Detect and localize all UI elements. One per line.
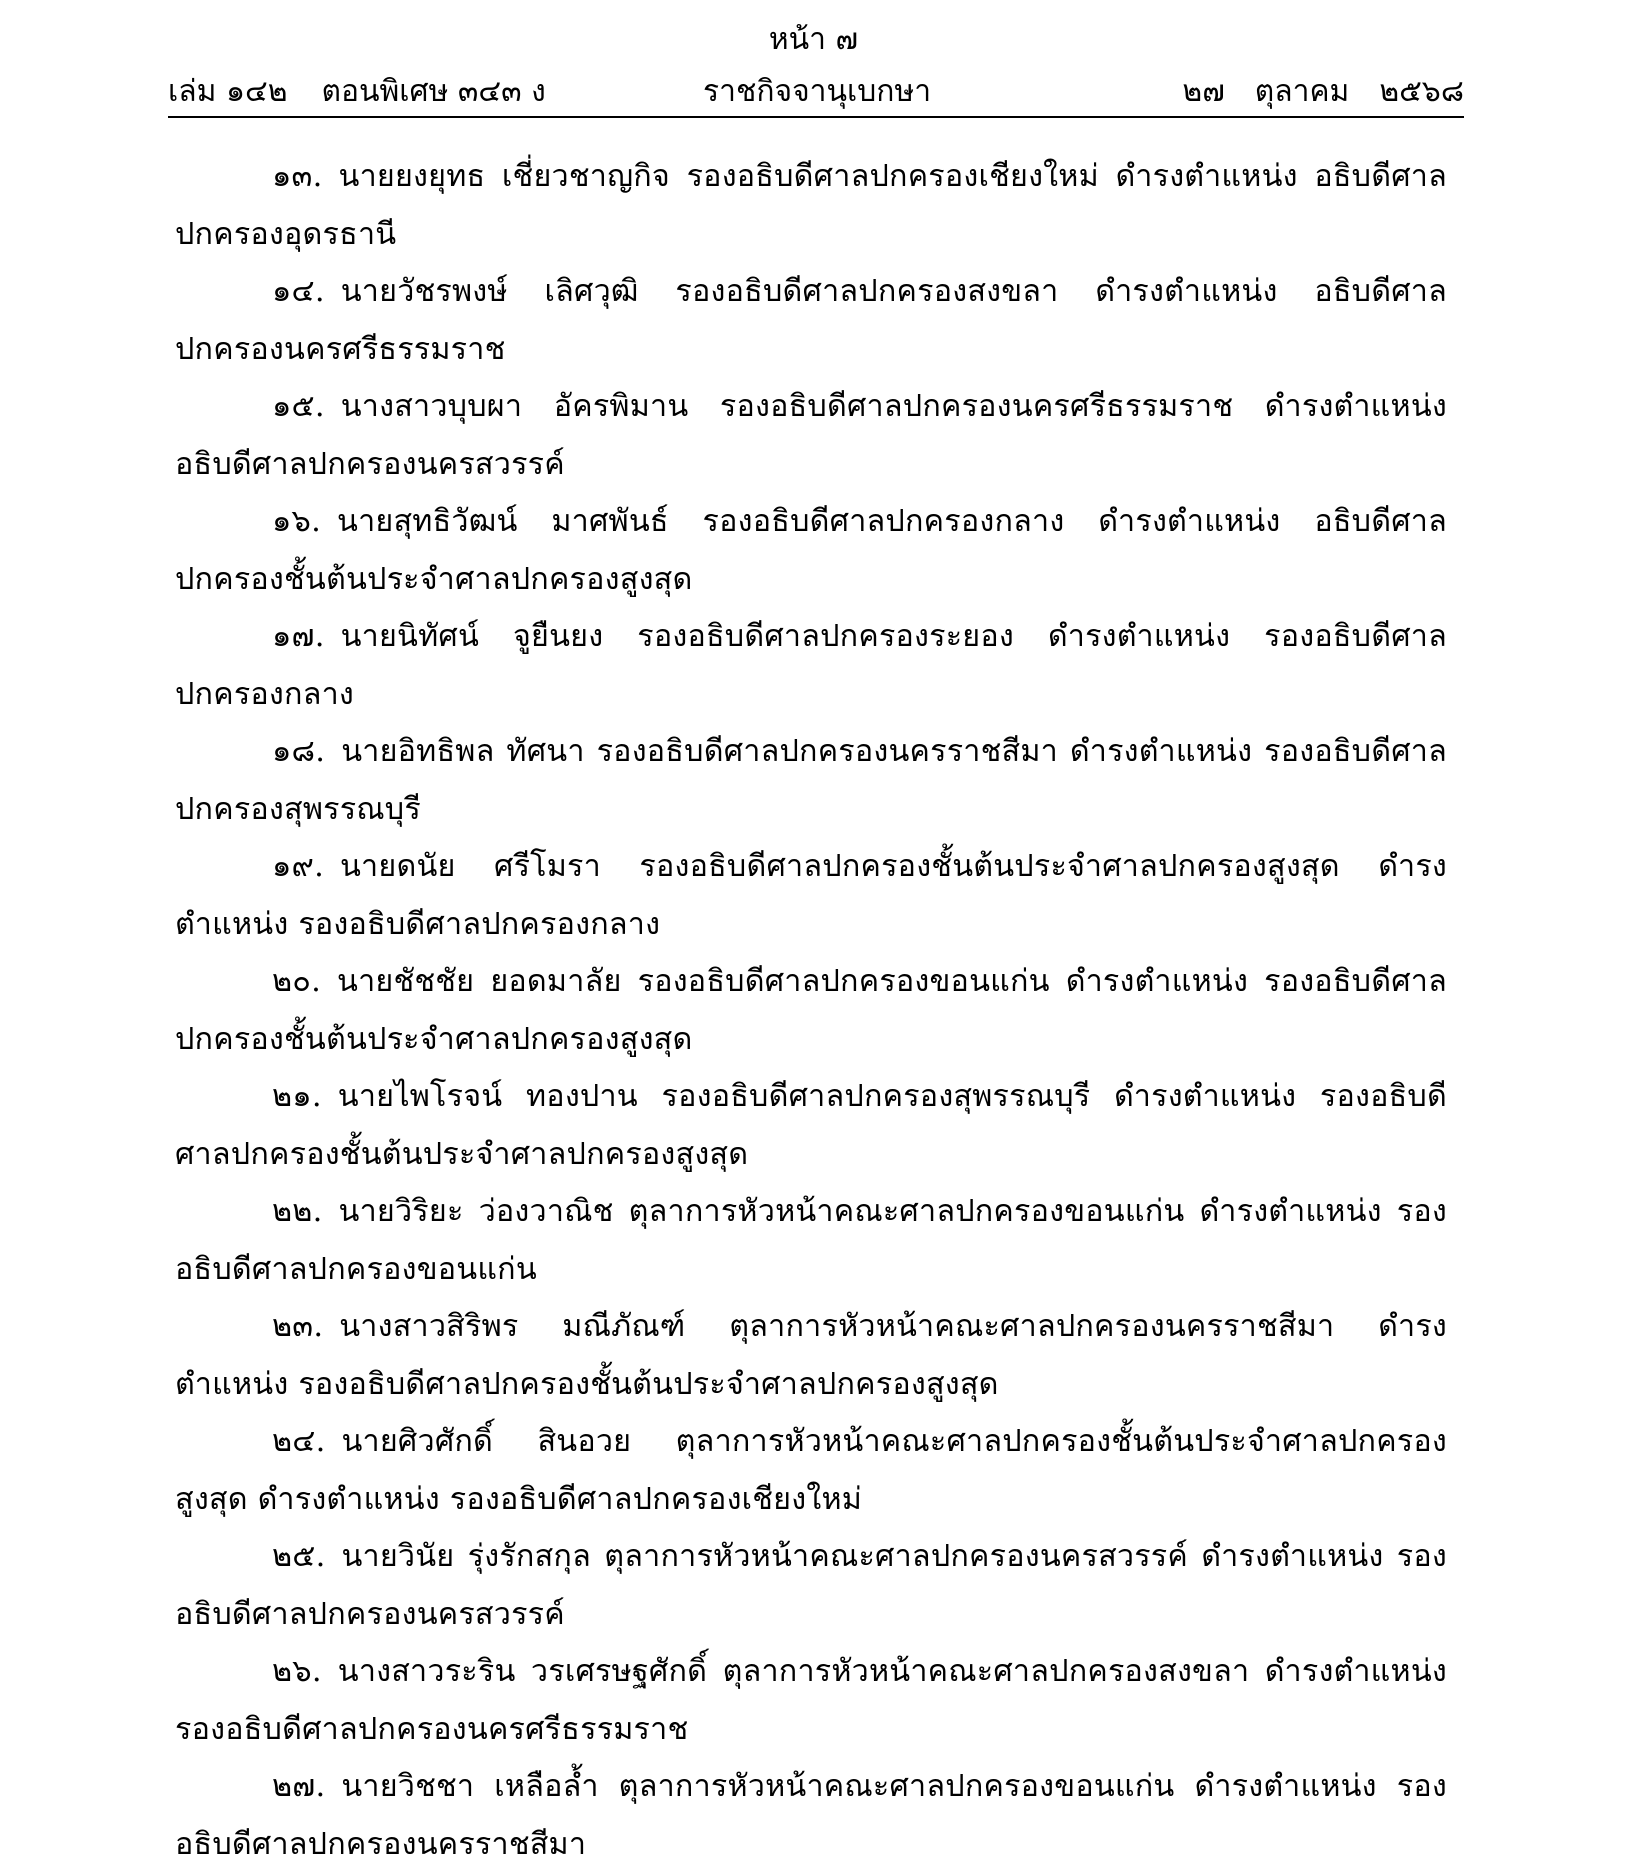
item-text: นางสาวบุบผา อัครพิมาน รองอธิบดีศาลปกครองนครศรีธรรมราช ดำรงตำแหน่ง อธิบดีศาลปกครองนครสวรรค์	[175, 389, 1447, 482]
list-item	[175, 608, 1447, 723]
item-text: นางสาวระริน วรเศรษฐศักดิ์ ตุลาการหัวหน้าคณะศาลปกครองสงขลา ดำรงตำแหน่ง รองอธิบดีศาลปกครองนครศรีธรรมราช	[175, 1654, 1447, 1747]
list-item	[175, 953, 1447, 1068]
list-item	[175, 1758, 1447, 1873]
item-text: นายยงยุทธ เชี่ยวชาญกิจ รองอธิบดีศาลปกครองเชียงใหม่ ดำรงตำแหน่ง อธิบดีศาลปกครองอุดรธานี	[175, 159, 1447, 252]
list-item	[175, 378, 1447, 493]
page-number: หน้า ๗	[768, 22, 859, 57]
item-number: ๒๒.	[272, 1194, 323, 1229]
item-number: ๑๙.	[272, 849, 324, 884]
item-text: นายไพโรจน์ ทองปาน รองอธิบดีศาลปกครองสุพรรณบุรี ดำรงตำแหน่ง รองอธิบดีศาลปกครองชั้นต้นประจำศาลปกครองสูงสุด	[175, 1079, 1447, 1172]
list-item	[175, 493, 1447, 608]
item-text: นางสาวสิริพร มณีภัณฑ์ ตุลาการหัวหน้าคณะศาลปกครองนครราชสีมา ดำรงตำแหน่ง รองอธิบดีศาลปกครองชั้นต้นประจำศาลปกครองสูงสุด	[175, 1309, 1447, 1402]
item-text: นายวัชรพงษ์ เลิศวุฒิ รองอธิบดีศาลปกครองสงขลา ดำรงตำแหน่ง อธิบดีศาลปกครองนครศรีธรรมราช	[175, 274, 1447, 367]
list-item	[175, 1183, 1447, 1298]
list-item	[175, 148, 1447, 263]
list-item	[175, 723, 1447, 838]
list-item	[175, 1068, 1447, 1183]
header-rule	[168, 116, 1464, 118]
item-number: ๒๔.	[272, 1424, 326, 1459]
item-number: ๑๖.	[272, 504, 322, 539]
date-day: ๒๗	[1182, 74, 1225, 109]
list-item	[175, 1643, 1447, 1758]
item-number: ๑๔.	[272, 274, 325, 309]
list-item	[175, 1298, 1447, 1413]
list-item	[175, 1413, 1447, 1528]
volume-number: เล่ม ๑๔๒	[168, 74, 288, 109]
item-number: ๒๐.	[272, 964, 322, 999]
volume-issue	[168, 70, 580, 114]
item-text: นายนิทัศน์ จูยืนยง รองอธิบดีศาลปกครองระยอง ดำรงตำแหน่ง รองอธิบดีศาลปกครองกลาง	[175, 619, 1447, 712]
item-text: นายวิริยะ ว่องวาณิช ตุลาการหัวหน้าคณะศาลปกครองขอนแก่น ดำรงตำแหน่ง รองอธิบดีศาลปกครองขอนแก่น	[175, 1194, 1447, 1287]
item-text: นายอิทธิพล ทัศนา รองอธิบดีศาลปกครองนครราชสีมา ดำรงตำแหน่ง รองอธิบดีศาลปกครองสุพรรณบุรี	[175, 734, 1447, 827]
date-year: ๒๕๖๘	[1379, 74, 1464, 109]
publication-title: ราชกิจจานุเบกษา	[703, 74, 932, 109]
item-text: นายชัชชัย ยอดมาลัย รองอธิบดีศาลปกครองขอนแก่น ดำรงตำแหน่ง รองอธิบดีศาลปกครองชั้นต้นประจำศาลปกครองสูงสุด	[175, 964, 1447, 1057]
item-number: ๑๕.	[272, 389, 325, 424]
running-header	[168, 70, 1464, 118]
appointment-list	[175, 148, 1447, 1873]
item-text: นายวิชชา เหลือล้ำ ตุลาการหัวหน้าคณะศาลปกครองขอนแก่น ดำรงตำแหน่ง รองอธิบดีศาลปกครองนครราชสีมา	[175, 1769, 1447, 1862]
item-number: ๒๓.	[272, 1309, 324, 1344]
list-item	[175, 263, 1447, 378]
item-number: ๑๘.	[272, 734, 326, 769]
item-number: ๒๑.	[272, 1079, 322, 1114]
item-text: นายวินัย รุ่งรักสกุล ตุลาการหัวหน้าคณะศาลปกครองนครสวรรค์ ดำรงตำแหน่ง รองอธิบดีศาลปกครองนครสวรรค์	[175, 1539, 1447, 1632]
item-number: ๒๕.	[272, 1539, 326, 1574]
special-issue-number: ตอนพิเศษ ๓๔๓ ง	[321, 74, 546, 109]
list-item	[175, 838, 1447, 953]
item-text: นายศิวศักดิ์ สินอวย ตุลาการหัวหน้าคณะศาลปกครองชั้นต้นประจำศาลปกครองสูงสุด ดำรงตำแหน่ง รองอธิบดีศาลปกครองเชียงใหม่	[175, 1424, 1447, 1517]
item-number: ๒๗.	[272, 1769, 326, 1804]
item-text: นายสุทธิวัฒน์ มาศพันธ์ รองอธิบดีศาลปกครองกลาง ดำรงตำแหน่ง อธิบดีศาลปกครองชั้นต้นประจำศาลปกครองสูงสุด	[175, 504, 1447, 597]
item-number: ๑๓.	[272, 159, 323, 194]
item-text: นายดนัย ศรีโมรา รองอธิบดีศาลปกครองชั้นต้นประจำศาลปกครองสูงสุด ดำรงตำแหน่ง รองอธิบดีศาลปกครองกลาง	[175, 849, 1447, 942]
list-item	[175, 1528, 1447, 1643]
date-month: ตุลาคม	[1254, 74, 1350, 109]
publication-date	[1152, 70, 1464, 114]
item-number: ๑๗.	[272, 619, 325, 654]
item-number: ๒๖.	[272, 1654, 322, 1689]
